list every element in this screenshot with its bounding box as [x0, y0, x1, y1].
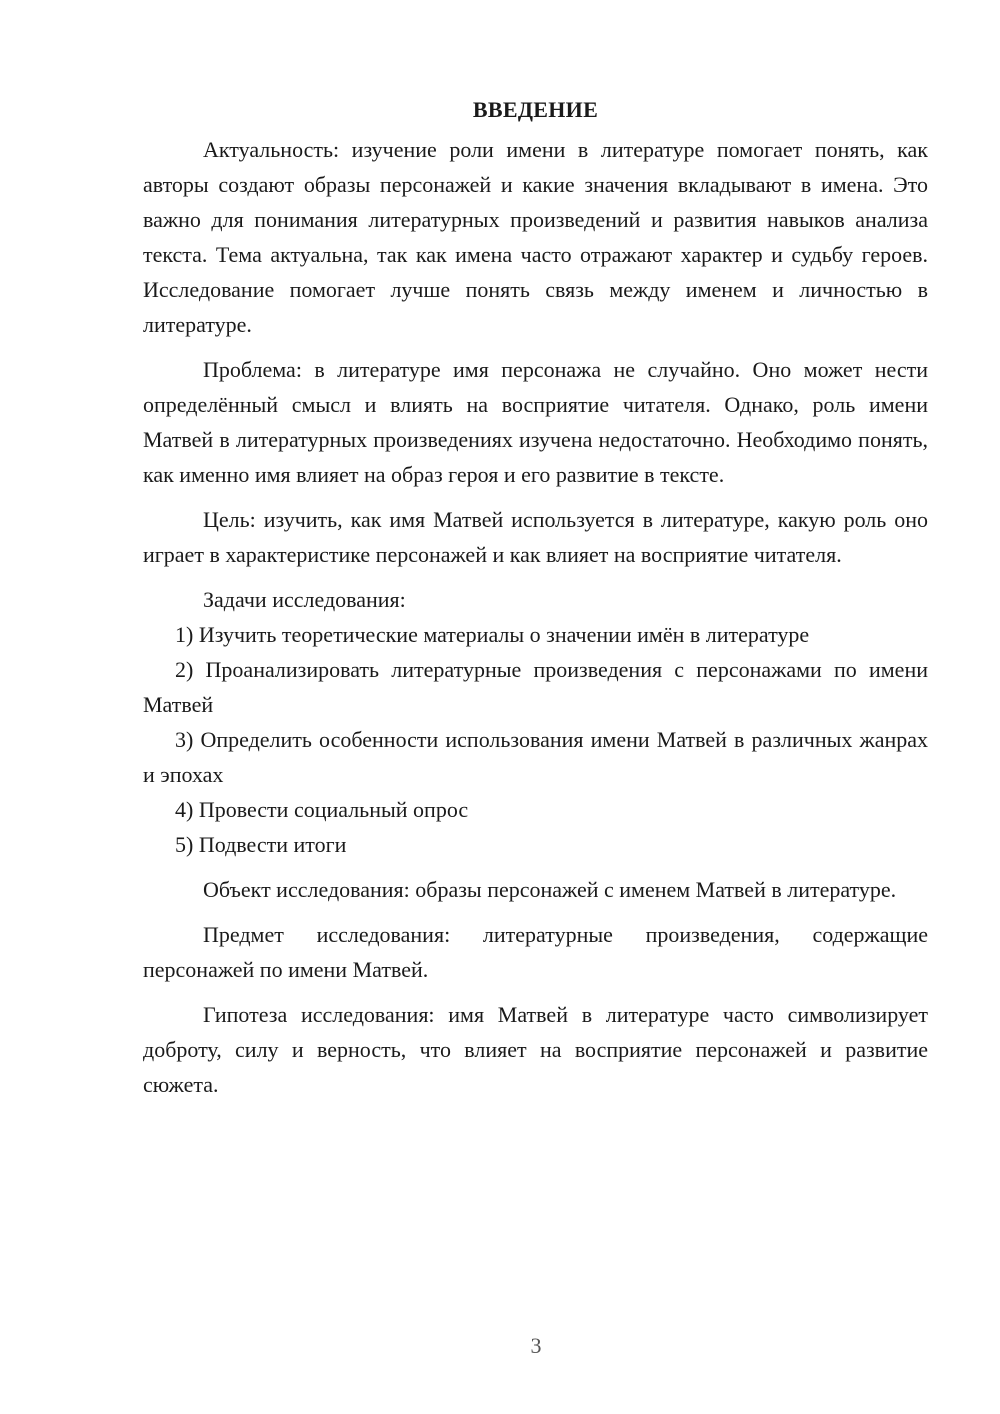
subject-paragraph: Предмет исследования: литературные произведения, содержащие персонажей по имени Матвей. [143, 922, 928, 982]
hypothesis-paragraph: Гипотеза исследования: имя Матвей в литературе часто символизирует доброту, силу и верность, что влияет на восприятие персонажей и развитие сюжета. [143, 1002, 928, 1097]
tasks-list [143, 617, 928, 862]
goal-paragraph: Цель: изучить, как имя Матвей используется в литературе, какую роль оно играет в характеристике персонажей и как влияет на восприятие читателя. [143, 507, 928, 567]
list-item: 4) Провести социальный опрос [175, 797, 469, 822]
relevance-paragraph: Актуальность: изучение роли имени в литературе помогает понять, как авторы создают образы персонажей и какие значения вкладывают в имена. Это важно для понимания литературных произведений и развития навыков анализа текста. Тема актуальна, так как имена часто отражают характер и судьбу героев. Исследование помогает лучше понять связь между именем и личностью в литературе. [143, 137, 928, 337]
object-paragraph: Объект исследования: образы персонажей с именем Матвей в литературе. [203, 877, 897, 902]
problem-paragraph: Проблема: в литературе имя персонажа не случайно. Оно может нести определённый смысл и влиять на восприятие читателя. Однако, роль имени Матвей в литературных произведениях изучена недостаточно. Необходимо понять, как именно имя влияет на образ героя и его развитие в тексте. [143, 357, 928, 487]
document-page [143, 93, 928, 1102]
page-number: 3 [530, 1333, 542, 1358]
tasks-heading: Задачи исследования: [203, 587, 406, 612]
list-item: 5) Подвести итоги [175, 832, 347, 857]
list-item: 3) Определить особенности использования имени Матвей в различных жанрах и эпохах [143, 727, 928, 787]
page-title: ВВЕДЕНИЕ [472, 97, 599, 122]
list-item: 2) Проанализировать литературные произведения с персонажами по имени Матвей [143, 657, 928, 717]
list-item: 1) Изучить теоретические материалы о значении имён в литературе [175, 622, 810, 647]
